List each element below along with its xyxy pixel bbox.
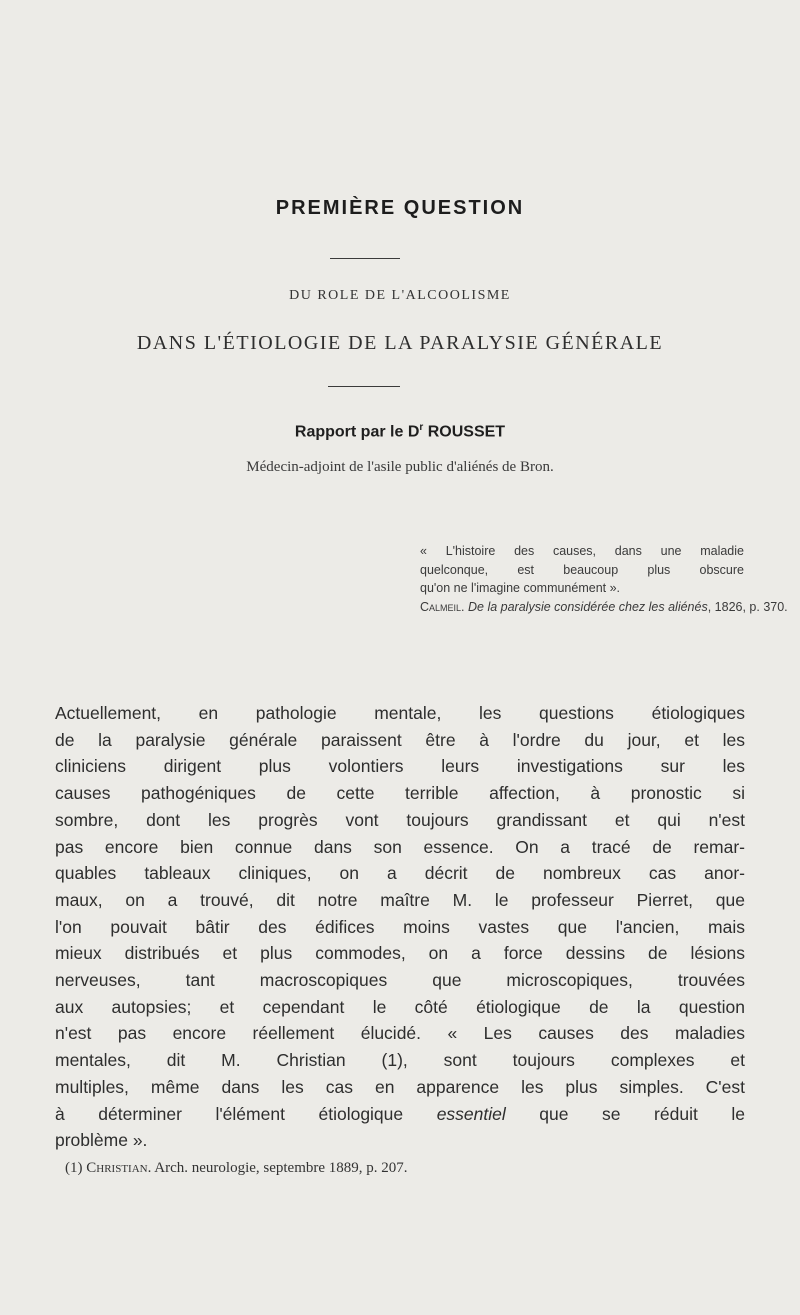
epigraph-line: « L'histoire des causes, dans une maladie [420, 544, 744, 558]
author-title-sup: r [419, 422, 424, 433]
epigraph-citation-title: De la paralysie considérée chez les aliénés [468, 599, 708, 614]
body-line: l'on pouvait bâtir des édifices moins vastes que l'ancien, mais [55, 916, 745, 937]
footnote [65, 1160, 408, 1177]
body-line: cliniciens dirigent plus volontiers leurs investigations sur les [55, 756, 745, 777]
body-line: multiples, même dans les cas en apparence les plus simples. C'est [55, 1076, 745, 1097]
author-prefix: Rapport par le D [294, 423, 420, 441]
body-line: aux autopsies; et cependant le côté étiologique de la question [55, 996, 745, 1017]
subtitle-line-2: DANS L'ÉTIOLOGIE DE LA PARALYSIE GÉNÉRALE [136, 332, 664, 354]
body-line: quables tableaux cliniques, on a décrit de nombreux cas anor- [55, 863, 745, 884]
body-line-16-start: à déterminer l'élément étiologique [55, 1103, 437, 1124]
epigraph-citation-author: Calmeil. [420, 599, 465, 614]
subtitle-divider [328, 386, 400, 387]
subtitle-line-1: DU ROLE DE L'ALCOOLISME [289, 288, 511, 303]
epigraph-line: quelconque, est beaucoup plus obscure [420, 562, 744, 577]
body-line: mentales, dit M. Christian (1), sont toujours complexes et [55, 1050, 745, 1071]
body-line: sombre, dont les progrès vont toujours grandissant et qui n'est [55, 809, 745, 830]
body-line: pas encore bien connue dans son essence. On a tracé de remar- [55, 836, 745, 857]
epigraph-citation-rest: , 1826, p. 370. [707, 599, 788, 614]
epigraph-line: qu'on ne l'imagine communément ». [420, 581, 621, 595]
footnote-number: (1) [65, 1160, 87, 1176]
author-affiliation: Médecin-adjoint de l'asile public d'aliénés de Bron. [246, 459, 554, 475]
body-line [55, 1101, 745, 1128]
body-line: causes pathogéniques de cette terrible affection, à pronostic si [55, 783, 745, 804]
title-divider [330, 258, 400, 259]
body-emphasis: essentiel [436, 1103, 506, 1124]
footnote-author: Christian. [86, 1160, 152, 1176]
question-title: PREMIÈRE QUESTION [275, 197, 525, 219]
body-line-16-end: que se réduit le [505, 1103, 745, 1124]
body-line: de la paralysie générale paraissent être à l'ordre du jour, et les [55, 729, 745, 750]
body-line: n'est pas encore réellement élucidé. « Les causes des maladies [55, 1023, 745, 1044]
author-name: ROUSSET [423, 423, 506, 441]
body-line: mieux distribués et plus commodes, on a force dessins de lésions [55, 943, 745, 964]
body-line: nerveuses, tant macroscopiques que microscopiques, trouvées [55, 970, 745, 991]
footnote-text: Arch. neurologie, septembre 1889, p. 207. [151, 1160, 408, 1176]
body-paragraph [55, 700, 745, 1154]
body-line: Actuellement, en pathologie mentale, les questions étiologiques [55, 703, 745, 723]
author-line [0, 422, 800, 441]
epigraph-citation [420, 598, 788, 617]
body-line: problème ». [55, 1130, 148, 1151]
body-line: maux, on a trouvé, dit notre maître M. le professeur Pierret, que [55, 889, 745, 910]
epigraph [420, 542, 788, 616]
